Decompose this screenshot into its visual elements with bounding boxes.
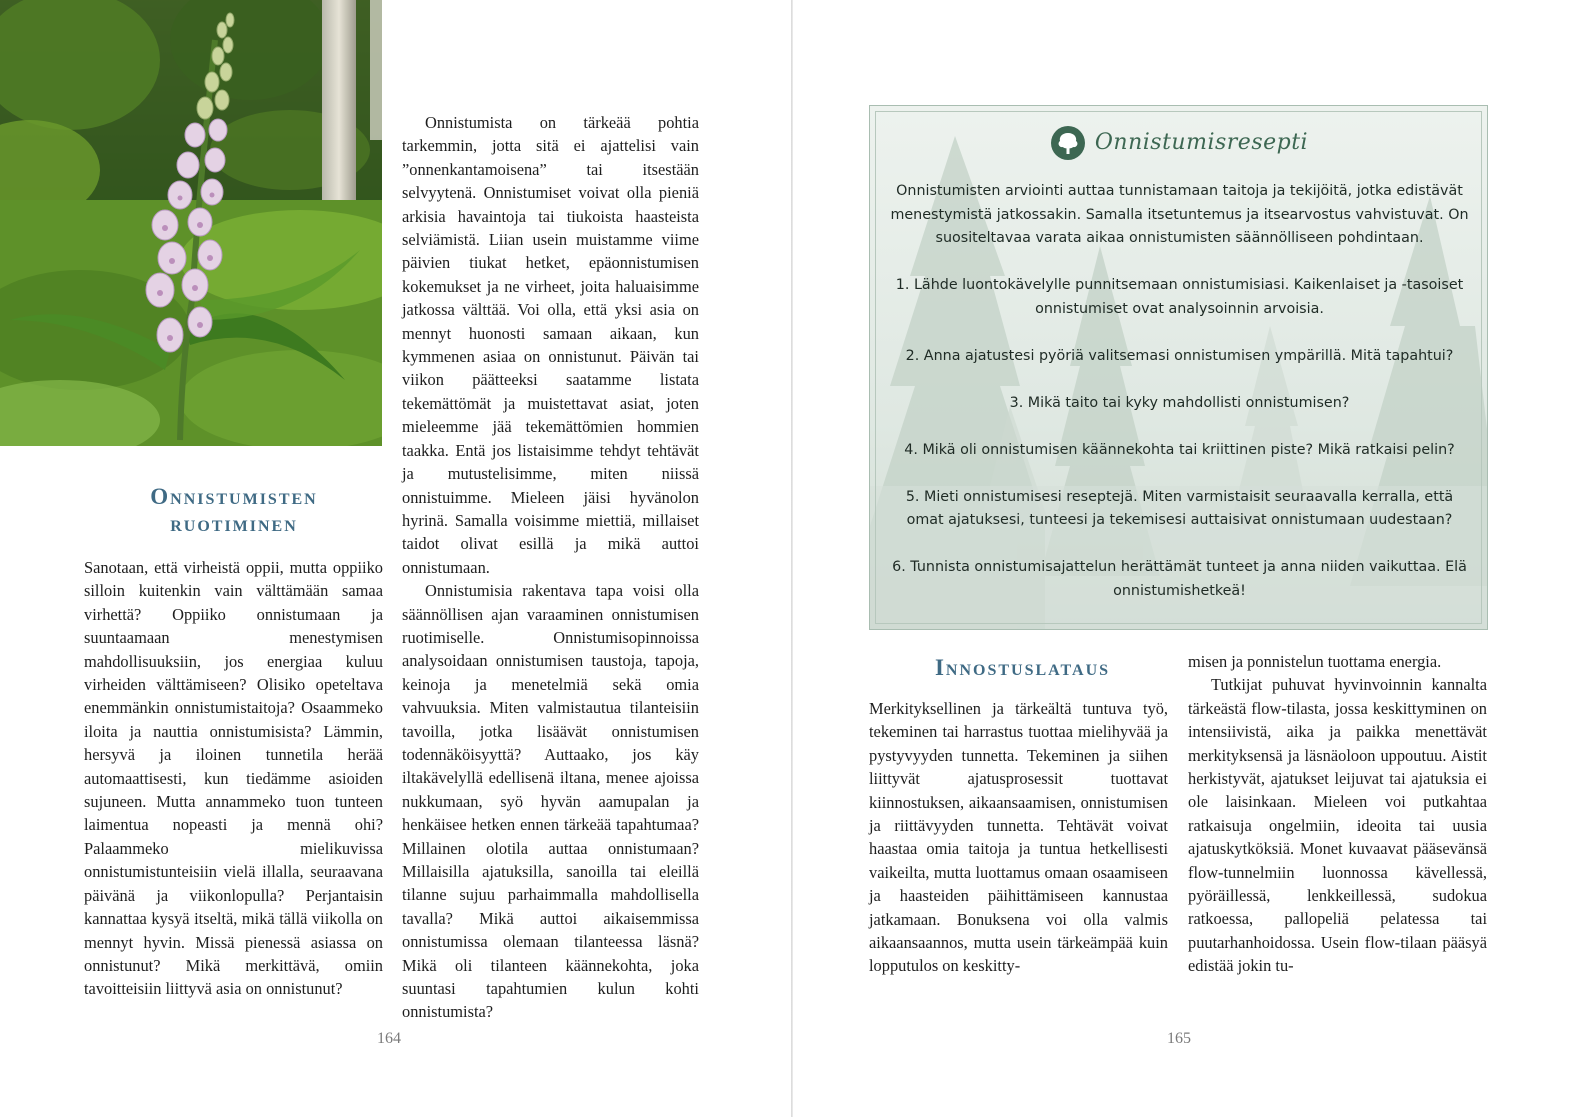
orchid-photo <box>0 0 382 446</box>
book-gutter <box>791 0 793 1117</box>
section-heading-left <box>84 483 384 537</box>
recipe-content <box>870 106 1488 630</box>
tree-icon <box>1051 126 1085 160</box>
recipe-step: 4. Mikä oli onnistumisen käännekohta tai kriittinen piste? Mikä ratkaisi pelin? <box>904 441 1455 458</box>
section-heading-right: Innostuslataus <box>934 655 1111 680</box>
page-number-left: 164 <box>377 1030 401 1047</box>
heading-line-1: Onnistumisten <box>150 484 318 509</box>
paragraph: misen ja ponnistelun tuottama energia. <box>1188 652 1442 671</box>
recipe-step: 3. Mikä taito tai kyky mahdollisti onnistumisen? <box>1009 394 1350 411</box>
paragraph: Sanotaan, että virheistä oppii, mutta oppiiko silloin kuitenkin vain välttämään samaa virhettä? Oppiiko onnistumaan ja suuntaamaan menestymisen mahdollisuuksiin, jos energiaa kuluu virheiden välttämiseen? Olisiko opeteltava enemmänkin onnistumistaitoja? Osaammeko iloita ja nauttia onnistumisista? Lämmin, hersyvä ja iloinen tunnetila herää automaattisesti, kun tiedämme asioiden sujuneen. Mutta annammeko tuon tunteen laimentua nopeasti ja mennä ohi? Palaammeko mielikuvissa onnistumistunteisiin vielä illalla, seuraavana päivänä ja viikonlopulla? Perjantaisin kannattaa kysyä itseltä, mikä tällä viikolla on mennyt hyvin. Missä pienessä asiassa on onnistunut? Mikä merkittävä, omiin tavoitteisiin liittyvä asia on onnistunut? <box>84 558 383 999</box>
recipe-step: 5. Mieti onnistumisesi reseptejä. Miten varmistaisit seuraavalla kerralla, että omat ajatuksesi, tunteesi ja tekemisesi auttaisivat onnistumaan uudestaan? <box>905 488 1454 528</box>
left-page-column-2 <box>402 111 699 1024</box>
paragraph: Onnistumista on tärkeää pohtia tarkemmin, jotta sitä ei ajattelisi vain ”onnenkantamoisena” tai itsestään selvyytenä. Onnistumiset voivat olla pieniä arkisia havaintoja tai tiukoista haasteista selviämistä. Liian usein muistamme viime päivien tiukat hetket, epäonnistumisen kokemukset ja ne virheet, joita haluaisimme jatkossa välttää. Voi olla, että yksi asia on mennyt huonosti samaan aikaan, kun kymmenen asiaa on onnistunut. Päivän tai viikon päätteeksi saatamme listata tekemättömät ja muistettavat asiat, joten mieleemme jää tekemättömien hommien taakka. Entä jos listaisimme tehdyt tehtävät ja mutustelisimme, miten niissä onnistuimme. Mieleen jäisi hyvänolon hyrinä. Samalla voisimme miettiä, millaiset taidot olivat esillä ja mikä auttoi onnistumaan. <box>402 113 699 577</box>
paragraph: Merkityksellinen ja tärkeältä tuntuva työ, tekeminen tai harrastus tuottaa mielihyvää ja pystyvyyden tunnetta. Tekeminen ja siihen liittyvät ajatusprosessit tuottavat kiinnostuksen, aikaansaamisen, onnistumisen ja riittävyyden tunnetta. Tehtävät voivat haastaa omia taitoja ja tuntua hetkellisesti vaikeilta, mutta luottamus omaan osaamiseen ja haasteiden päihittämiseen kannustaa jatkamaan. Bonuksena voi olla valmis aikaansaannos, mutta usein tärkeämpää kuin lopputulos on keskitty- <box>869 699 1168 976</box>
recipe-step: 2. Anna ajatustesi pyöriä valitsemasi onnistumisen ympärillä. Mitä tapahtui? <box>905 347 1454 364</box>
right-page-column-1 <box>869 697 1168 978</box>
recipe-title: Onnistumisresepti <box>1094 130 1309 156</box>
page-number-right: 165 <box>1167 1030 1191 1047</box>
heading-line-2: ruotiminen <box>170 511 298 536</box>
recipe-steps <box>890 274 1469 627</box>
paragraph: Tutkijat puhuvat hyvinvoinnin kannalta tärkeästä flow-tilasta, jossa keskittyminen on intensiivistä, aika ja paikka menettävät merkityksensä ja läsnäoloon uppoutuu. Aistit herkistyvät, ajatukset leijuvat tai ajatuksia ei ole laisinkaan. Mieleen voi putkahtaa ratkaisuja ongelmiin, ideoita tai uusia ajatuskytköksiä. Monet kuvaavat pääsevänsä flow-tunnelmiin luonnossa kävellessä, pyöräillessä, lenkkeillessä, sudokua ratkoessa, pallopeliä pelatessa tai puutarhanhoidossa. Usein flow-tilaan pääsyä edistää jokin tu- <box>1188 675 1487 976</box>
right-page-column-2 <box>1188 650 1487 978</box>
recipe-step: 1. Lähde luontokävelylle punnitsemaan onnistumisiasi. Kaikenlaiset ja -tasoiset onnistumiset ovat analysoinnin arvoisia. <box>895 277 1464 317</box>
recipe-step: 6. Tunnista onnistumisajattelun herättämät tunteet ja anna niiden vaikuttaa. Elä onnistumishetkeä! <box>892 559 1467 599</box>
paragraph: Onnistumisia rakentava tapa voisi olla säännöllisen ajan varaaminen onnistumisen ruotimiselle. Onnistumisopinnoissa analysoidaan onnistumisen taustoja, tapoja, keinoja ja menetelmiä sekä omia vahvuuksia. Miten valmistautua tilanteisiin tavoilla, jotka lisäävät onnistumisen todennäköisyyttä? Auttaako, jos käy iltakävelyllä edellisenä iltana, menee ajoissa nukkumaan, syö hyvän aamupalan ja henkäisee hetken ennen tärkeää tapahtumaa? Millainen olotila auttaa onnistumaan? Millaisilla ajatuksilla, sanoilla tai eleillä tilanne sujuu parhaimmalla mahdollisella tavalla? Mikä auttoi aikaisemmissa onnistumissa olemaan tilanteessa läsnä? Mikä oli tilanteen käännekohta, joka suuntasi tapahtumien kulun kohti onnistumista? <box>402 581 699 1022</box>
left-page-column-1 <box>84 556 383 1001</box>
recipe-title-row <box>870 126 1488 160</box>
recipe-intro: Onnistumisten arviointi auttaa tunnistamaan taitoja ja tekijöitä, jotka edistävät menestymistä jatkossakin. Samalla itsetuntemus ja itsearvostus vahvistuvat. On suositeltavaa varata aikaa onnistumisten säännölliseen pohdintaan. <box>890 183 1469 246</box>
recipe-box <box>869 105 1488 630</box>
